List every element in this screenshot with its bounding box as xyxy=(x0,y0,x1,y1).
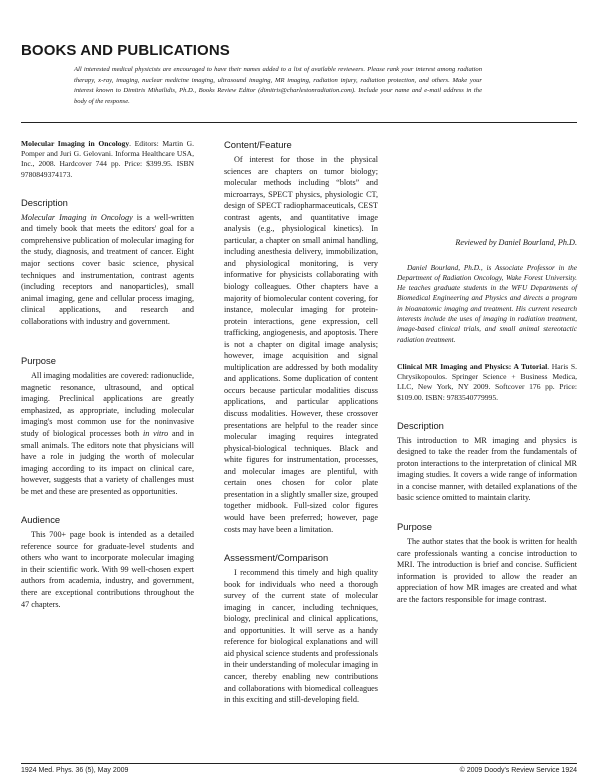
review1-purpose-body-b: and in small animals. The editors note that physicians will have a role in judging the worth of molecular imaging according to its impact on clinical care, however, suggests that a variety of challenges must be met and these are presented as opportunities. xyxy=(21,429,194,496)
review2-citation xyxy=(397,362,577,403)
review2-description-heading: Description xyxy=(397,419,444,431)
review1-content-text: Of interest for those in the physical sciences are chapters on tumor biology; molecular methods including “blots” and microarrays, SPECT physics, physiologic CT, design of SPECT radiopharmaceuticals, CEST contrast agents, and quantitative image analysis (e.g., physiological kinetics). In particular, a chapter on small animal handling, including anesthesia delivery, immobilization, and physiological monitoring, is very informative for physicists collaborating with biology colleagues. Other chapters have a majority of biomolecular content covering, for instance, molecular imaging for protein-protein interactions, gene expression, cell trafficking, angiogenesis, and apoptosis. There is not a chapter on digital image analysis; however, image acquisition and signal multiplication are addressed by both modality and applications. Some duplication of content occurs because particular modalities discuss applications, and particular applications discuss modalities. However, these crossover presentations are helpful to the reader since molecular imaging requires integrated physical-biological techniques. Black and white figures for instrumentation, processes, and molecular images are plentiful, with certain ones chosen for color plate presentation in a slightly smaller size, grouped together midbook. Full-sized color figures would have been preferred; however, page costs may have been a limitation. xyxy=(224,155,378,534)
review1-description-text xyxy=(21,212,194,327)
section-title: BOOKS AND PUBLICATIONS xyxy=(21,42,230,59)
review2-purpose-heading: Purpose xyxy=(397,521,432,533)
review2-purpose-text: The author states that the book is written for health care professionals wanting a concise introduction to MRI. The introduction is brief and concise. Sufficient information is provided to allow the reader an appreciation of how MR images are created and what are the factors responsible for image contrast. xyxy=(397,537,577,604)
reviewer-invitation-note: All interested medical physicists are encouraged to have their names added to a list of available reviewers. Please rank your interest among radiation therapy, x-ray, imaging, nuclear medicine imaging, ultrasound imaging, MR imaging, radiation injury, radiation protection, and others. Make your interest known to Dimitris Mihailidis, Ph.D., Books Review Editor (dimitris@charlestonradiation.com). Include your name and e-mail address in the body of the response. xyxy=(74,66,482,106)
review1-description-heading: Description xyxy=(21,196,68,208)
bottom-divider xyxy=(21,763,577,764)
review1-audience-text: This 700+ page book is intended as a detailed reference source for graduate-level students and others who want to incorporate molecular imaging in their scientific work. With 99 well-chosen expert authors from academia, industry, and government, there are exceptional contributions throughout the 47 chapters. xyxy=(21,530,194,609)
footer-copyright: © 2009 Doody's Review Service 1924 xyxy=(459,767,577,774)
top-divider xyxy=(21,122,577,123)
review1-book-details: . Editors: Martin G. Pomper and Juri G. Gelovani. Informa Healthcare USA, Inc., 2008. Hardcover 744 pp. Price: $399.95. ISBN 9780849374173. xyxy=(21,139,194,179)
review1-audience-heading: Audience xyxy=(21,514,61,526)
review1-citation xyxy=(21,139,194,180)
review1-description-body: is a well-written and timely book that meets the editors' goal for a comprehensive publication of molecular imaging for the study, diagnosis, and treatment of cancer. Eight major sections cover basic science, physical techniques and instrumentation, contrast agents (including receptors and nanoparticles), small animal imaging, gene and cellular process imaging, clinical applications, and research and collaborations with industry and government. xyxy=(21,212,195,326)
review2-book-details: . Haris S. Chrysikopoulos. Springer Science + Business Medica, LLC, New York, NY 2009. Softcover 176 pp. Price: $109.00. ISBN: 9783540779995. xyxy=(397,361,577,402)
column-3 xyxy=(397,139,577,605)
column-2 xyxy=(224,139,378,706)
review1-content-heading: Content/Feature xyxy=(224,139,292,150)
review1-description-italic: Molecular Imaging in Oncology xyxy=(21,212,133,222)
review1-assessment-heading: Assessment/Comparison xyxy=(224,552,329,564)
review1-purpose-italic: in vitro xyxy=(143,429,169,439)
review1-assessment-text: I recommend this timely and high quality book for individuals who need a thorough survey of the current state of molecular imaging in cancer, including techniques, biology, preclinical and clinical applications, and opportunities. It will serve as a handy reference for biological explanations and will aid physical science students and professionals in their understanding of molecular imaging in cancer, thereby enabling new contributions and collaborations with biomedical colleagues in this exciting and still-developing field. xyxy=(224,568,378,705)
review2-book-title: Clinical MR Imaging and Physics: A Tutorial xyxy=(397,361,548,371)
review2-description-text: This introduction to MR imaging and physics is designed to take the reader from the fundamentals of proton interactions to the interpretation of clinical MR imaging studies. It covers a wide range of information in a concise manner, with detailed explanations of the basic science omitted to maintain clarity. xyxy=(397,435,577,503)
review1-book-title: Molecular Imaging in Oncology xyxy=(21,139,130,148)
review1-purpose-text xyxy=(21,370,194,497)
review1-reviewer-bio: Daniel Bourland, Ph.D., is Associate Professor in the Department of Radiation Oncology, Wake Forest University. He teaches graduate students in the WFU Departments of Biomedical Engineering and Physics and directs a program in bioanatomic imaging and treatment. His current research interests include the uses of imaging in radiation treatment, image-based clinical trials, and small animal stereotactic radiation treatment. xyxy=(397,262,577,344)
review1-purpose-heading: Purpose xyxy=(21,355,56,367)
footer-journal-info: 1924 Med. Phys. 36 (5), May 2009 xyxy=(21,767,129,774)
review1-reviewer: Reviewed by Daniel Bourland, Ph.D. xyxy=(455,238,577,247)
column-1 xyxy=(21,139,194,610)
review1-purpose-body-a: All imaging modalities are covered: radionuclide, magnetic resonance, ultrasound, and optical imaging. Preclinical applications are greatly emphasized, as appropriate, including molecular imaging's most common use for the noninvasive study of biological processes both xyxy=(21,371,194,439)
